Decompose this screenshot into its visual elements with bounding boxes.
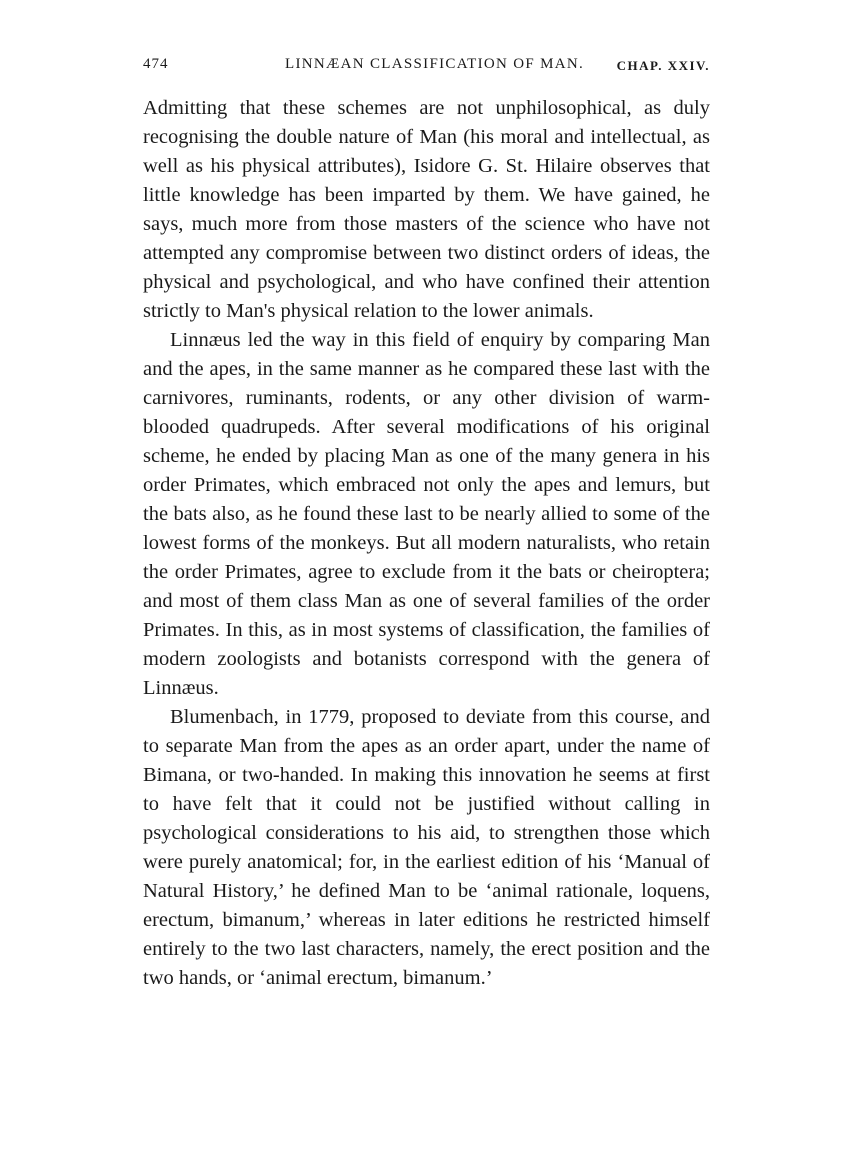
chapter-reference: CHAP. XXIV. [616, 58, 710, 73]
paragraph-1: Admitting that these schemes are not unphilosophical, as duly recognising the double nature of Man (his moral and intellectual, as well as his physical attributes), Isidore G. St. Hilaire observes that little knowledge has been imparted by them. We have gained, he says, much more from those masters of the science who have not attempted any compromise between two distinct orders of ideas, the physical and psychological, and who have confined their attention strictly to Man's physical relation to the lower animals. [143, 97, 710, 322]
running-title: LINNÆAN CLASSIFICATION OF MAN. [285, 56, 585, 72]
paragraph-3: Blumenbach, in 1779, proposed to deviate from this course, and to separate Man from the apes as an order apart, under the name of Bimana, or two-handed. In making this innovation he seems at first to have felt that it could not be justified without calling in psychological considerations to his aid, to strengthen those which were purely anatomical; for, in the earliest edition of his ‘Manual of Natural History,’ he defined Man to be ‘animal rationale, loquens, erectum, bimanum,’ whereas in later editions he restricted himself entirely to the two last characters, namely, the erect position and the two hands, or ‘animal erectum, bimanum.’ [143, 706, 710, 989]
body-text [143, 94, 710, 993]
running-head [143, 56, 710, 86]
paragraph-2: Linnæus led the way in this field of enquiry by comparing Man and the apes, in the same manner as he compared these last with the carnivores, ruminants, rodents, or any other division of warm-blooded quadrupeds. After several modifications of his original scheme, he ended by placing Man as one of the many genera in his order Primates, which embraced not only the apes and lemurs, but the bats also, as he found these last to be nearly allied to some of the lowest forms of the monkeys. But all modern naturalists, who retain the order Primates, agree to exclude from it the bats or cheiroptera; and most of them class Man as one of several families of the order Primates. In this, as in most systems of classification, the families of modern zoologists and botanists correspond with the genera of Linnæus. [143, 329, 710, 699]
book-page [143, 56, 710, 993]
page-number: 474 [143, 56, 169, 72]
